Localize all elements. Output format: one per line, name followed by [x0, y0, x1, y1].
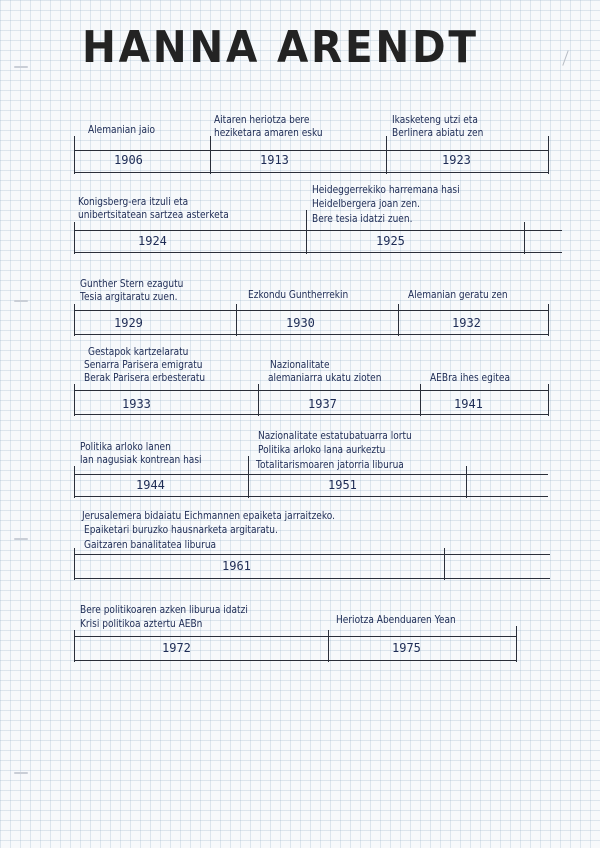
- event-text: Berak Parisera erbesteratu: [84, 372, 206, 384]
- event-text: AEBra ihes egitea: [430, 372, 510, 384]
- event-year: 1932: [452, 316, 481, 330]
- event-text: Bere tesia idatzi zuen.: [312, 213, 413, 225]
- event-year: 1941: [454, 397, 483, 411]
- timeline-line: [74, 310, 548, 311]
- event-text: Gunther Stern ezagutu: [80, 278, 184, 290]
- event-text: unibertsitatean sartzea asterketa: [78, 209, 229, 221]
- timeline-tick: [74, 466, 75, 498]
- timeline-tick: [548, 384, 549, 416]
- event-text: Heriotza Abenduaren Yean: [336, 614, 456, 626]
- pen-mark: [562, 50, 568, 65]
- page-title: HANNA ARENDT: [82, 22, 479, 73]
- timeline-tick: [74, 222, 75, 254]
- timeline-tick: [306, 210, 307, 254]
- event-year: 1930: [286, 316, 315, 330]
- timeline-tick: [516, 626, 517, 662]
- event-text: Konigsberg-era itzuli eta: [78, 196, 189, 208]
- timeline-line: [74, 334, 548, 335]
- timeline-tick: [258, 384, 259, 416]
- event-text: Politika arloko lanen: [80, 441, 171, 453]
- event-text: Ezkondu Guntherrekin: [248, 289, 349, 301]
- event-text: Politika arloko lana aurkeztu: [258, 444, 386, 456]
- timeline-line: [74, 414, 548, 415]
- event-text: Nazionalitate estatubatuarra lortu: [258, 430, 412, 442]
- event-text: Alemanian jaio: [88, 124, 156, 136]
- event-text: Aitaren heriotza bere: [214, 114, 310, 126]
- timeline-tick: [444, 548, 445, 580]
- event-year: 1975: [392, 641, 421, 655]
- event-year: 1924: [138, 234, 167, 248]
- timeline-tick: [74, 384, 75, 416]
- event-text: Jerusalemera bidaiatu Eichmannen epaiketa jarraitzeko.: [82, 510, 336, 522]
- timeline-line: [74, 578, 550, 579]
- event-text: heziketara amaren esku: [214, 127, 323, 139]
- event-text: lan nagusiak kontrean hasi: [80, 454, 202, 466]
- event-year: 1913: [260, 153, 289, 167]
- timeline-tick: [548, 304, 549, 336]
- timeline-line: [74, 496, 548, 497]
- event-year: 1933: [122, 397, 151, 411]
- timeline-tick: [548, 136, 549, 174]
- timeline-line: [74, 554, 550, 555]
- event-text: alemaniarra ukatu zioten: [268, 372, 382, 384]
- margin-hole-mark: [14, 538, 28, 540]
- timeline-tick: [74, 304, 75, 336]
- timeline-line: [74, 660, 516, 661]
- event-text: Gaitzaren banalitatea liburua: [84, 539, 217, 551]
- event-text: Heideggerrekiko harremana hasi: [312, 184, 460, 196]
- timeline-tick: [210, 136, 211, 174]
- timeline-tick: [74, 136, 75, 174]
- timeline-tick: [466, 466, 467, 498]
- event-text: Alemanian geratu zen: [408, 289, 508, 301]
- timeline-tick: [74, 548, 75, 580]
- event-year: 1906: [114, 153, 143, 167]
- timeline-tick: [398, 304, 399, 336]
- timeline-line: [74, 474, 548, 475]
- timeline-tick: [420, 384, 421, 416]
- event-text: Ikasketeng utzi eta: [392, 114, 478, 126]
- event-year: 1944: [136, 478, 165, 492]
- event-text: Heidelbergera joan zen.: [312, 198, 420, 210]
- timeline-tick: [248, 456, 249, 498]
- event-text: Tesia argitaratu zuen.: [80, 291, 178, 303]
- timeline-line: [74, 636, 516, 637]
- event-text: Epaiketari buruzko hausnarketa argitaratu.: [84, 524, 278, 536]
- event-year: 1929: [114, 316, 143, 330]
- timeline-tick: [236, 304, 237, 336]
- timeline-line: [74, 252, 562, 253]
- event-text: Berlinera abiatu zen: [392, 127, 484, 139]
- timeline-line: [74, 230, 562, 231]
- event-text: Bere politikoaren azken liburua idatzi: [80, 604, 248, 616]
- event-text: Nazionalitate: [270, 359, 330, 371]
- timeline-tick: [386, 136, 387, 174]
- event-text: Totalitarismoaren jatorria liburua: [256, 459, 404, 471]
- timeline-line: [74, 172, 548, 173]
- timeline-tick: [328, 630, 329, 662]
- event-year: 1951: [328, 478, 357, 492]
- timeline-tick: [524, 222, 525, 254]
- event-text: Gestapok kartzelaratu: [88, 346, 189, 358]
- margin-hole-mark: [14, 66, 28, 68]
- event-text: Senarra Parisera emigratu: [84, 359, 203, 371]
- timeline-tick: [74, 630, 75, 662]
- margin-hole-mark: [14, 772, 28, 774]
- event-text: Krisi politikoa aztertu AEBn: [80, 618, 203, 630]
- event-year: 1925: [376, 234, 405, 248]
- event-year: 1961: [222, 559, 251, 573]
- event-year: 1923: [442, 153, 471, 167]
- event-year: 1972: [162, 641, 191, 655]
- timeline-line: [74, 150, 548, 151]
- event-year: 1937: [308, 397, 337, 411]
- timeline-line: [74, 390, 548, 391]
- margin-hole-mark: [14, 300, 28, 302]
